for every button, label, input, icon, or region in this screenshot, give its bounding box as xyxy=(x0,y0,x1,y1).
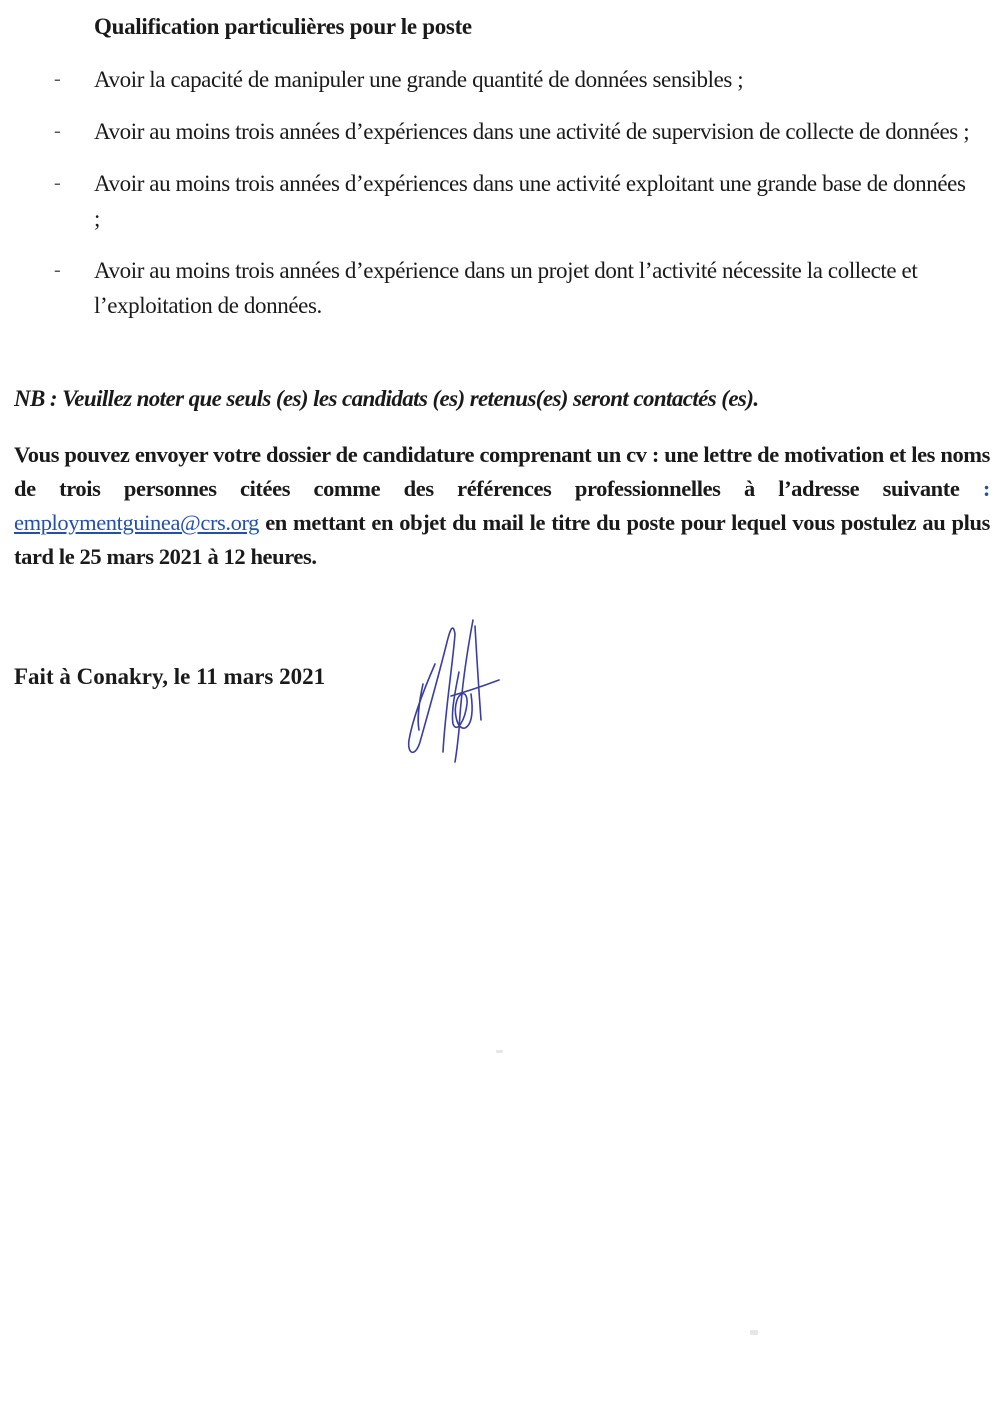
signature-icon xyxy=(395,612,500,767)
list-item-text: Avoir au moins trois années d’expérience dans un projet dont l’activité nécessite la collecte et l’exploitation de données. xyxy=(94,258,918,318)
bullet-dash-icon: - xyxy=(54,259,61,281)
scan-artifact xyxy=(496,1050,503,1053)
bullet-dash-icon: - xyxy=(54,68,61,90)
section-title: Qualification particulières pour le poste xyxy=(94,14,472,39)
bullet-dash-icon: - xyxy=(54,120,61,142)
list-item xyxy=(0,62,1000,97)
application-text-before: Vous pouvez envoyer votre dossier de candidature comprenant un cv : une lettre de motivation et les noms de trois personnes citées comme des références professionnelles à l’adresse suivante xyxy=(14,442,990,501)
list-item xyxy=(0,166,1000,236)
qualifications-list xyxy=(0,62,1000,340)
bullet-dash-icon: - xyxy=(54,172,61,194)
list-item xyxy=(0,114,1000,149)
scan-artifact xyxy=(750,1330,758,1335)
list-item xyxy=(0,253,1000,323)
email-link[interactable]: employmentguinea@crs.org xyxy=(14,510,260,535)
list-item-text: Avoir au moins trois années d’expériences dans une activité exploitant une grande base de données ; xyxy=(94,171,966,231)
application-text-after: en mettant en objet du mail le titre du poste pour lequel vous postulez au plus tard le 25 mars 2021 à 12 heures. xyxy=(14,510,990,569)
list-item-text: Avoir au moins trois années d’expériences dans une activité de supervision de collecte de données ; xyxy=(94,119,970,144)
application-colon: : xyxy=(982,476,990,501)
list-item-text: Avoir la capacité de manipuler une grande quantité de données sensibles ; xyxy=(94,67,744,92)
nb-note: NB : Veuillez noter que seuls (es) les candidats (es) retenus(es) seront contactés (es). xyxy=(14,386,759,411)
signoff-place-date: Fait à Conakry, le 11 mars 2021 xyxy=(14,664,326,689)
application-instructions xyxy=(14,438,990,574)
